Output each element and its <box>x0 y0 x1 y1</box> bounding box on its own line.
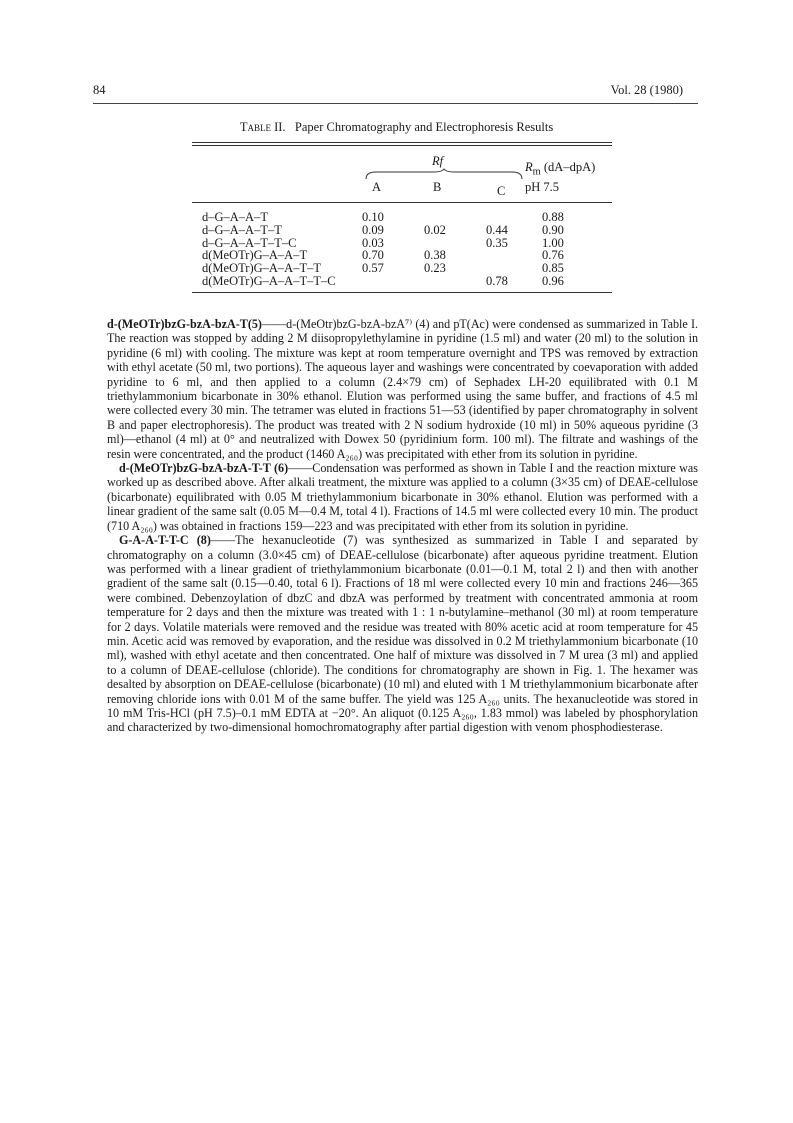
rm-cell: 0.76 <box>542 248 564 263</box>
header-rule <box>93 103 698 104</box>
table-header <box>192 146 612 202</box>
page-number: 84 <box>93 83 106 97</box>
heading-compound-6: d-(MeOTr)bzG-bzA-bzA-T-T (6) <box>119 461 289 476</box>
rf-a-cell: 0.70 <box>362 248 384 263</box>
heading-compound-8: G-A-A-T-T-C (8) <box>119 533 211 548</box>
compound-cell: d–G–A–A–T–T <box>202 222 282 237</box>
table-row <box>192 211 602 224</box>
rf-a-cell: 0.57 <box>362 261 384 276</box>
rf-brace <box>364 168 524 180</box>
rf-a-cell: 0.09 <box>362 222 384 237</box>
table-row <box>192 224 602 237</box>
rf-b-cell: 0.38 <box>424 248 446 263</box>
rm-cell: 0.90 <box>542 222 564 237</box>
rf-header: Rf <box>432 154 444 168</box>
table-caption-prefix: Table II. <box>239 120 286 134</box>
rf-c-cell: 0.44 <box>486 222 508 237</box>
rf-c-cell: 0.35 <box>486 235 508 250</box>
paragraph-compound-6 <box>107 461 698 533</box>
rm-symbol: R <box>525 160 533 174</box>
column-header-c: C <box>497 184 506 198</box>
rf-c-cell <box>486 211 542 224</box>
table-caption <box>0 120 793 135</box>
compound-cell: d–G–A–A–T–T–C <box>202 235 297 250</box>
results-table <box>192 142 612 293</box>
heading-compound-5: d-(MeOTr)bzG-bzA-bzA-T(5) <box>107 317 262 331</box>
results-table-body <box>192 211 602 288</box>
rm-reference: (dA–dpA) <box>540 160 596 174</box>
journal-volume: Vol. 28 (1980) <box>610 83 683 97</box>
text-compound-8: ——The hexanucleotide (7) was synthesized as summarized in Table I and separated by chromatography on a column (3.0×45 cm) of DEAE-cellulose (bicarbonate) after aqueous pyridine treatment. Elution was performed with a linear gradient of triethylammonium bicarbonate (0.01—0.1 M, total 2 l) and then with another gradient of the same salt (0.15—0.40, total 6 l). Fractions of 18 ml were collected every 10 min and fractions 246—365 were combined. Debenzoylation of dbzC and dbzA was performed by treatment with concentrated ammonia at room temperature for 2 days and then the mixture was treated with 1 : 1 n-butylamine–methanol (30 ml) at room temperature for 2 days. Volatile materials were removed and the residue was treated with 80% acetic acid at room temperature for 45 min. Acetic acid was removed by evaporation, and the residue was dissolved in 0.2 M triethylammonium bicarbonate (10 ml), washed with ethyl acetate and then concentrated. One half of mixture was dissolved in 7 M urea (3 ml) and applied to a column of DEAE-cellulose (chloride). The conditions for chromatography are shown in Fig. 1. The hexamer was desalted by absorption on DEAE-cellulose (bicarbonate) (10 ml) and eluted with 1 M triethylammonium bicarbonate after removing chloride ions with 0.01 M of the same buffer. The yield was 125 A₂₆₀ units. The hexanucleotide was stored in 10 mM Tris-HCl (pH 7.5)–0.1 mM EDTA at −20°. An aliquot (0.125 A₂₆₀, 1.83 mmol) was labeled by phosphorylation and characterized by two-dimensional homochromatography after partial digestion with venom phosphodiesterase. <box>107 533 698 735</box>
column-header-b: B <box>433 180 442 194</box>
rm-subscript: m <box>532 166 541 178</box>
rm-cell: 0.85 <box>542 261 564 276</box>
rm-cell: 1.00 <box>542 235 564 250</box>
rf-a-cell: 0.03 <box>362 235 384 250</box>
rf-a-cell <box>362 275 424 288</box>
text-compound-5: ——d-(MeOtr)bzG-bzA-bzA⁷⁾ (4) and pT(Ac) were condensed as summarized in Table I. The reaction was stopped by adding 2 M diisopropylethylamine in pyridine (1.5 ml) and water (20 ml) to the solution in pyridine (6 ml) with cooling. The mixture was kept at room temperature overnight and TPS was removed by extraction with ethyl acetate (50 ml, two portions). The aqueous layer and washings were concentrated by coevaporation with added pyridine to 6 ml, and then applied to a column (2.4×79 cm) of Sephadex LH-20 equilibrated with 0.1 M triethylammonium bicarbonate in 30% ethanol. Elution was performed using the same buffer, and fractions of 4.5 ml were collected every 30 min. The tetramer was eluted in fractions 51—53 (identified by paper chromatography in solvent B and paper electrophoresis). The product was treated with 2 N sodium hydroxide (10 ml) in 50% aqueous pyridine (3 ml)—ethanol (4 ml) at 0° and neutralized with Dowex 50 (pyridinium form. 100 ml). The filtrate and washings of the resin were concentrated, and the product (1460 A₂₆₀) was precipitated with ether from its solution in pyridine. <box>107 317 698 461</box>
rf-b-cell <box>424 275 486 288</box>
body-text <box>107 317 698 735</box>
paragraph-compound-5 <box>107 317 698 461</box>
rf-c-cell: 0.78 <box>486 273 508 288</box>
rf-c-cell <box>486 249 542 262</box>
rf-b-cell: 0.23 <box>424 261 446 276</box>
column-header-a: A <box>372 180 382 194</box>
page-header <box>93 83 683 101</box>
rm-cell: 0.88 <box>542 210 564 224</box>
table-row <box>192 275 602 288</box>
compound-cell: d(MeOTr)G–A–A–T–T–C <box>202 273 336 288</box>
table-rule-top <box>192 142 612 143</box>
compound-cell: d(MeOTr)G–A–A–T–T <box>202 261 321 276</box>
rm-header <box>525 160 595 195</box>
text-compound-6: ——Condensation was performed as shown in Table I and the reaction mixture was worked up as described above. After alkali treatment, the mixture was applied to a column (3×35 cm) of DEAE-cellulose (bicarbonate) equilibrated with 0.05 M triethylammonium bicarbonate in 30% ethanol. Elution was performed with a linear gradient of the same salt (0.05 M—0.4 M, total 4 l). Fractions of 14.5 ml were collected every 10 min. The product (710 A₂₆₀) was obtained in fractions 159—223 and was precipitated with ether from its solution in pyridine. <box>107 461 698 533</box>
rm-cell: 0.96 <box>542 273 564 288</box>
paragraph-compound-8 <box>107 533 698 735</box>
rf-a-cell: 0.10 <box>362 210 384 224</box>
table-caption-text: Paper Chromatography and Electrophoresis Results <box>294 120 554 134</box>
table-rule-mid <box>192 202 612 203</box>
rf-b-cell <box>424 211 486 224</box>
compound-cell: d(MeOTr)G–A–A–T <box>202 248 308 263</box>
rf-b-cell: 0.02 <box>424 222 446 237</box>
rm-ph: pH 7.5 <box>525 179 560 194</box>
compound-cell: d–G–A–A–T <box>202 210 268 224</box>
table-rule-bottom <box>192 292 612 293</box>
